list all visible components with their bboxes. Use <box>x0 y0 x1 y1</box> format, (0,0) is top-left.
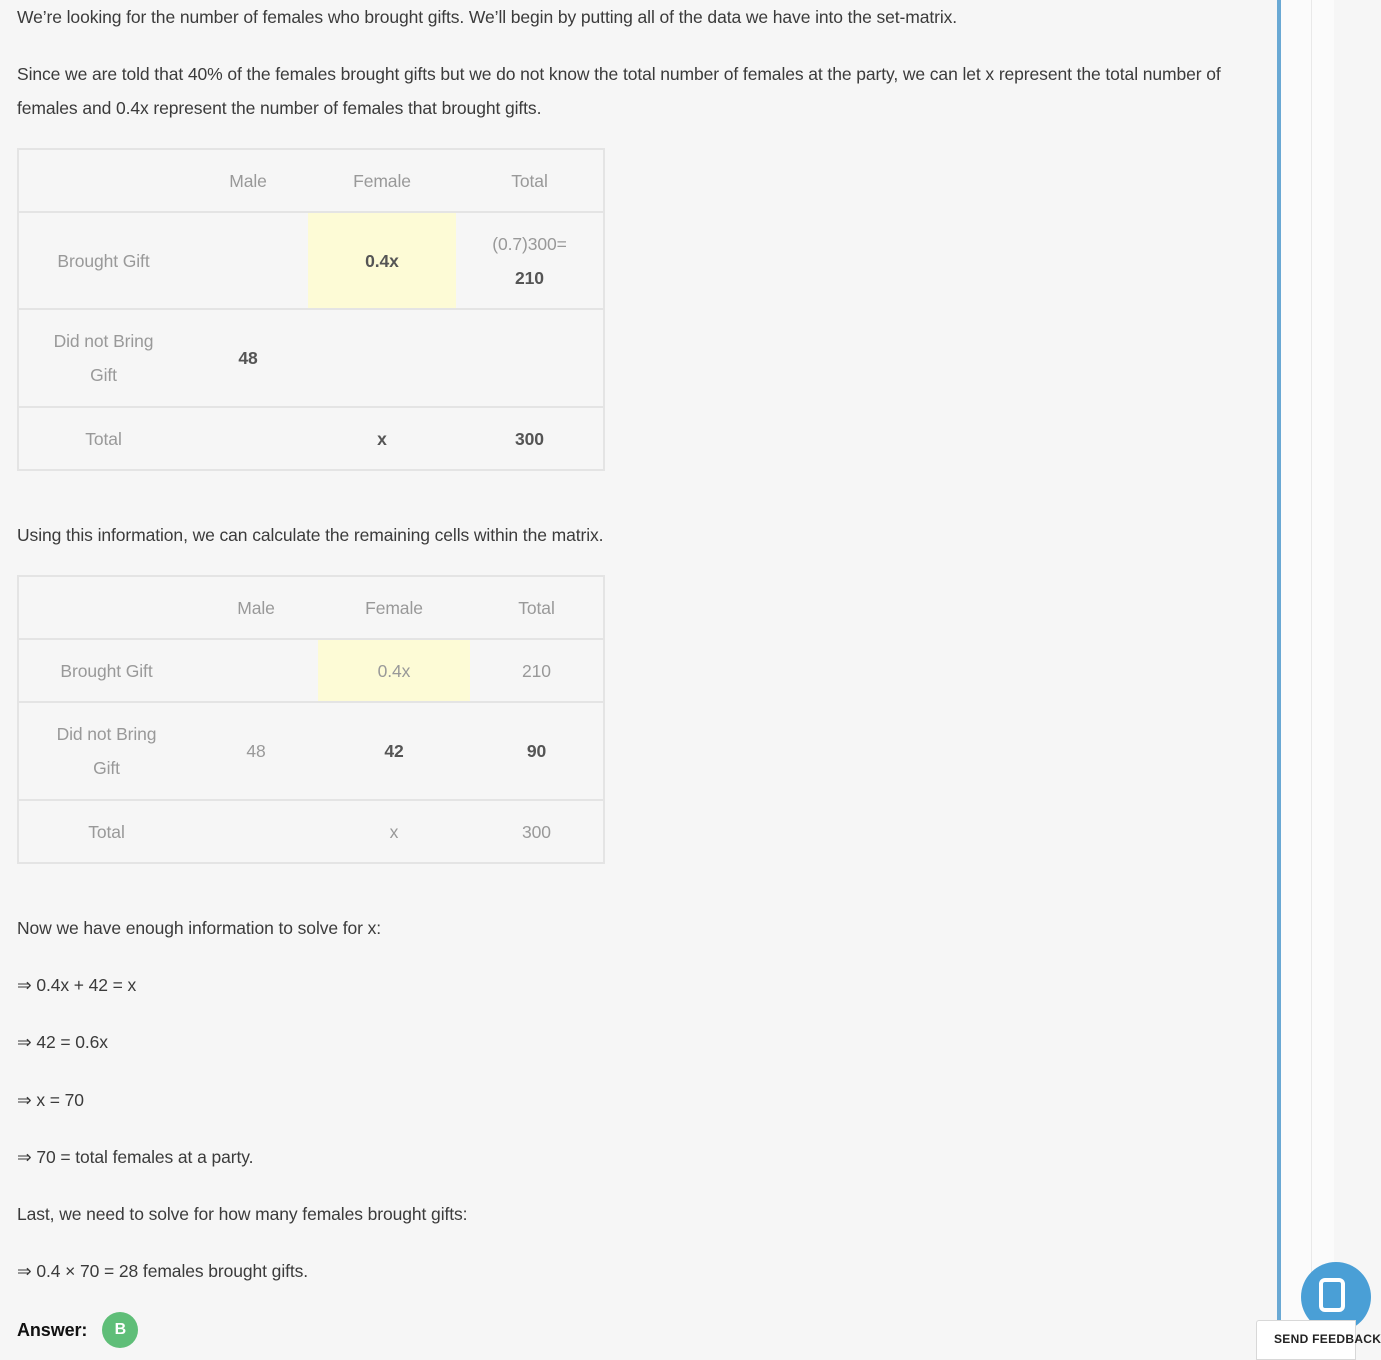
answer-label: Answer: <box>17 1319 88 1340</box>
table-cell: x <box>318 800 470 863</box>
table-row <box>18 639 604 702</box>
table-cell <box>194 639 318 702</box>
header-cell: Female <box>353 170 411 191</box>
answer-choice-badge: B <box>102 1312 138 1348</box>
table-cell: 210 <box>470 639 604 702</box>
panel-divider <box>1311 0 1312 1354</box>
header-cell <box>18 149 188 212</box>
chat-icon <box>1319 1278 1345 1312</box>
table-cell: 42 <box>318 702 470 800</box>
intro-paragraph-1: We’re looking for the number of females who brought gifts. We’ll begin by putting all of the data we have into the set-matrix. <box>17 7 958 27</box>
cell-expression: (0.7)300= <box>492 233 567 254</box>
cell-result: 210 <box>515 267 544 288</box>
set-matrix-table-2 <box>17 575 605 864</box>
table-row <box>18 212 604 309</box>
header-cell: Male <box>229 170 267 191</box>
table-cell <box>188 212 308 309</box>
row-label: Did not Bring Gift <box>18 702 194 800</box>
table-cell: 300 <box>470 800 604 863</box>
table-cell <box>308 309 456 407</box>
table-cell <box>456 212 604 309</box>
table-row <box>18 800 604 863</box>
header-row <box>18 149 604 212</box>
table-cell <box>194 800 318 863</box>
table-cell: 90 <box>470 702 604 800</box>
equation-step: ⇒ 42 = 0.6x <box>17 1032 108 1052</box>
table-row <box>18 407 604 470</box>
middle-paragraph: Using this information, we can calculate the remaining cells within the matrix. <box>17 525 604 545</box>
table-cell: 48 <box>188 309 308 407</box>
row-label: Brought Gift <box>18 212 188 309</box>
table-row <box>18 702 604 800</box>
last-paragraph: Last, we need to solve for how many females brought gifts: <box>17 1204 468 1224</box>
header-cell: Total <box>518 597 555 618</box>
equation-step: ⇒ x = 70 <box>17 1090 84 1110</box>
table-cell: 300 <box>456 407 604 470</box>
header-cell: Male <box>237 597 275 618</box>
intro-paragraph-2: Since we are told that 40% of the females brought gifts but we do not know the total number of females at the party, we can let x represent the total number of females and 0.4x represent the number of females that brought gifts. <box>17 64 1221 118</box>
row-label: Did not Bring Gift <box>18 309 188 407</box>
header-cell: Total <box>511 170 548 191</box>
table-cell <box>456 309 604 407</box>
solve-intro-paragraph: Now we have enough information to solve for x: <box>17 918 382 938</box>
final-equation-step: ⇒ 0.4 × 70 = 28 females brought gifts. <box>17 1261 309 1281</box>
row-label: Total <box>18 407 188 470</box>
table-cell <box>188 407 308 470</box>
header-row <box>18 576 604 639</box>
right-panel <box>1281 0 1334 1354</box>
equation-step: ⇒ 0.4x + 42 = x <box>17 975 137 995</box>
table-row <box>18 309 604 407</box>
answer-row <box>17 1312 138 1348</box>
table-cell: 48 <box>194 702 318 800</box>
set-matrix-table-1 <box>17 148 605 471</box>
row-label: Total <box>18 800 194 863</box>
header-cell <box>18 576 194 639</box>
equation-step: ⇒ 70 = total females at a party. <box>17 1147 254 1167</box>
row-label: Brought Gift <box>18 639 194 702</box>
table-cell: x <box>308 407 456 470</box>
send-feedback-button[interactable]: SEND FEEDBACK <box>1256 1320 1356 1360</box>
highlighted-cell: 0.4x <box>318 639 470 702</box>
header-cell: Female <box>365 597 423 618</box>
highlighted-cell: 0.4x <box>308 212 456 309</box>
